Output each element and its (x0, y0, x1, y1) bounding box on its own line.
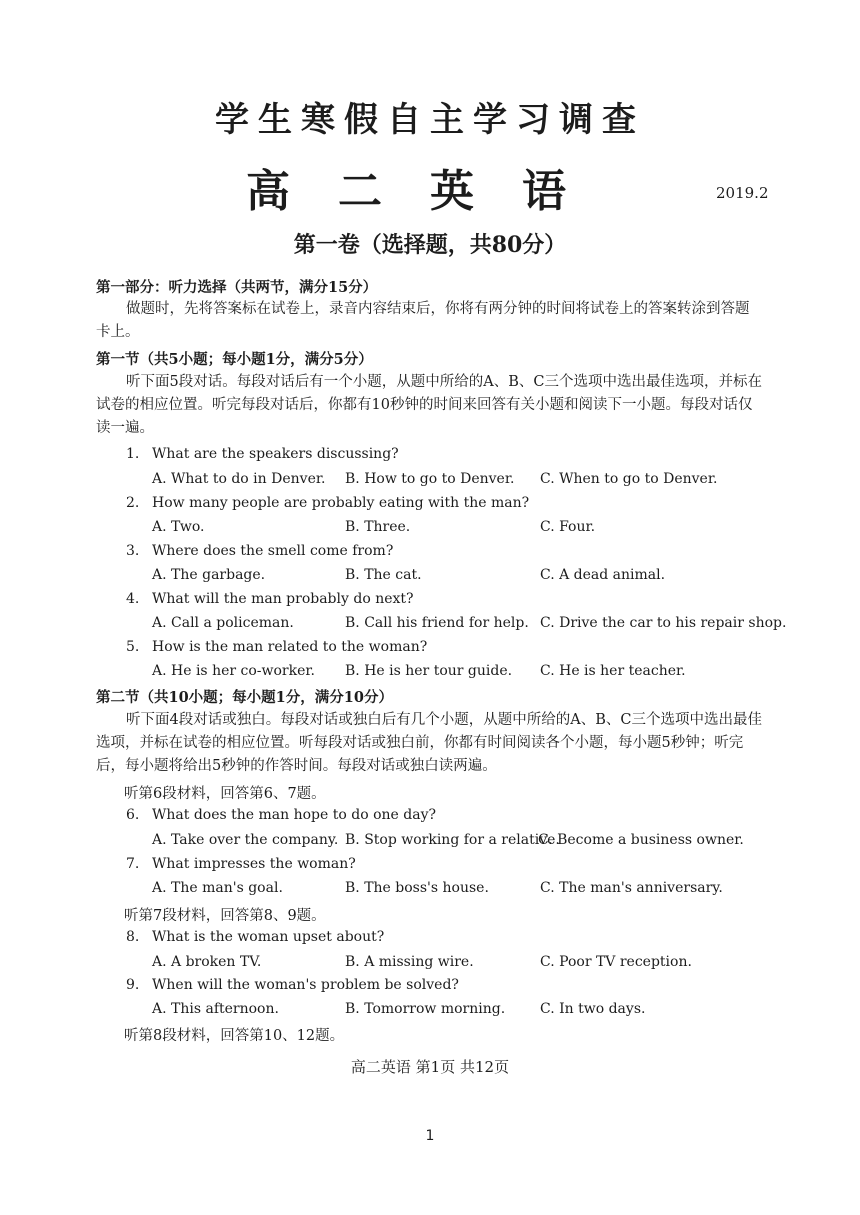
page-footer: 高二英语 第1页 共12页 (350, 1058, 510, 1076)
material-6-heading: 听第6段材料，回答第6、7题。 (124, 786, 326, 802)
option-b: B. Three. (345, 519, 411, 535)
question-text: What impresses the woman? (152, 856, 356, 872)
option-a: A. What to do in Denver. (152, 471, 326, 487)
question-number: 4. (126, 591, 140, 607)
question-number: 6. (126, 807, 140, 823)
section2-heading: 第二节（共10小题；每小题1分，满分10分） (96, 689, 393, 706)
option-b: B. How to go to Denver. (345, 471, 515, 487)
option-a: A. The man's goal. (152, 880, 283, 896)
page-title: 高二英语 (246, 166, 614, 217)
question-text: Where does the smell come from? (152, 543, 394, 559)
question-number: 1. (126, 446, 140, 462)
option-c: C. When to go to Denver. (540, 471, 718, 487)
question-text: What will the man probably do next? (152, 591, 414, 607)
question-text: How is the man related to the woman? (152, 639, 428, 655)
option-b: B. A missing wire. (345, 954, 474, 970)
option-a: A. Call a policeman. (152, 615, 294, 631)
section2-instructions: 听下面4段对话或独白。每段对话或独白后有几个小题，从题中所给的A、B、C三个选项中选出最佳选项，并标在试卷的相应位置。听每段对话或独白前，你都有时间阅读各个小题，每小题5秒钟；听完后，每小题将给出5秒钟的作答时间。每段对话或独白读两遍。 (96, 712, 762, 774)
material-7-heading: 听第7段材料，回答第8、9题。 (124, 908, 326, 924)
question-text: What is the woman upset about? (152, 929, 385, 945)
question-number: 9. (126, 977, 140, 993)
material-8-heading: 听第8段材料，回答第10、12题。 (124, 1028, 345, 1044)
option-b: B. Tomorrow morning. (345, 1001, 506, 1017)
option-c: C. Become a business owner. (538, 832, 744, 848)
option-c: C. He is her teacher. (540, 663, 686, 679)
option-c: C. Four. (540, 519, 596, 535)
question-number: 8. (126, 929, 140, 945)
question-number: 3. (126, 543, 140, 559)
option-b: B. The cat. (345, 567, 422, 583)
survey-title: 学生寒假自主学习调查 (215, 100, 645, 140)
option-c: C. In two days. (540, 1001, 646, 1017)
option-a: A. This afternoon. (152, 1001, 279, 1017)
option-c: C. Drive the car to his repair shop. (540, 615, 787, 631)
option-c: C. Poor TV reception. (540, 954, 692, 970)
option-a: A. He is her co-worker. (152, 663, 315, 679)
part1-heading: 第一部分：听力选择（共两节，满分15分） (96, 279, 378, 296)
question-text: How many people are probably eating with the man? (152, 495, 530, 511)
option-a: A. The garbage. (152, 567, 266, 583)
question-text: What does the man hope to do one day? (152, 807, 436, 823)
exam-date: 2019.2 (716, 184, 769, 202)
option-a: A. Two. (152, 519, 205, 535)
option-c: C. A dead animal. (540, 567, 666, 583)
part1-instructions: 做题时，先将答案标在试卷上，录音内容结束后，你将有两分钟的时间将试卷上的答案转涂到答题卡上。 (96, 301, 750, 340)
option-a: A. A broken TV. (152, 954, 262, 970)
option-b: B. Call his friend for help. (345, 615, 529, 631)
question-number: 7. (126, 856, 140, 872)
page-number: 1 (425, 1128, 435, 1144)
option-b: B. Stop working for a relative. (345, 832, 560, 848)
section1-instructions: 听下面5段对话。每段对话后有一个小题，从题中所给的A、B、C三个选项中选出最佳选项，并标在试卷的相应位置。听完每段对话后，你都有10秒钟的时间来回答有关小题和阅读下一小题。每段对话仅读一遍。 (96, 374, 762, 436)
option-c: C. The man's anniversary. (540, 880, 723, 896)
option-b: B. He is her tour guide. (345, 663, 513, 679)
question-number: 5. (126, 639, 140, 655)
question-text: When will the woman's problem be solved? (152, 977, 459, 993)
question-number: 2. (126, 495, 140, 511)
option-b: B. The boss's house. (345, 880, 489, 896)
question-text: What are the speakers discussing? (152, 446, 399, 462)
section1-heading: 第一节（共5小题；每小题1分，满分5分） (96, 351, 373, 368)
volume-title: 第一卷（选择题，共80分） (293, 232, 567, 258)
option-a: A. Take over the company. (152, 832, 339, 848)
